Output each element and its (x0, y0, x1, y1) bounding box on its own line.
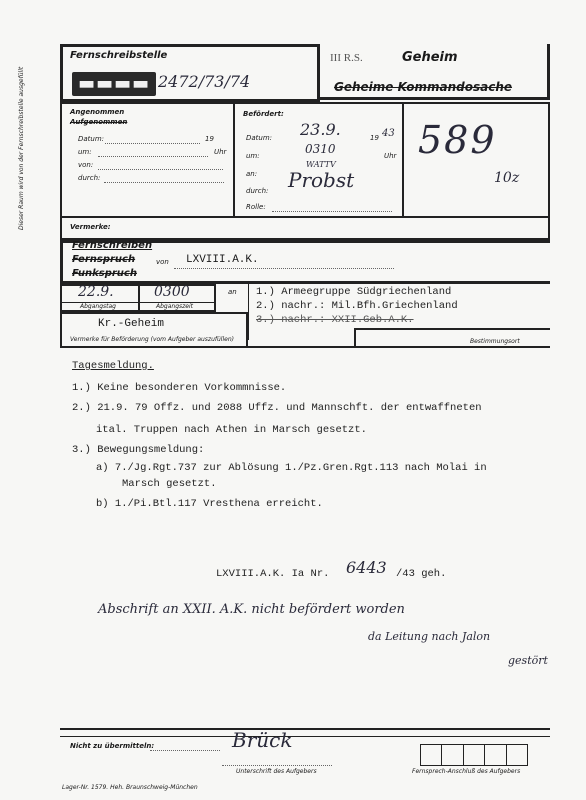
sent-um-label: um: (246, 152, 260, 160)
sent-rolle-label: Rolle: (246, 203, 266, 211)
abgang-tag-value: 22.9. (78, 284, 114, 300)
footer-signature: Brück (232, 728, 293, 752)
body-line-2a: 2.) 21.9. 79 Offz. und 2088 Uffz. und Mannschft. der entwaffneten (72, 402, 482, 414)
sent-year-prefix: 19 (370, 134, 379, 142)
recv-um-label: um: (78, 148, 92, 156)
recipient-1: 1.) Armeegruppe Südgriechenland (256, 286, 452, 298)
recv-datum-label: Datum: (78, 135, 105, 143)
recv-uhr-label: Uhr (214, 148, 227, 156)
body-line-3a1: a) 7./Jg.Rgt.737 zur Ablösung 1./Pz.Gren.Rgt.113 nach Molai in (96, 462, 487, 474)
sent-an-label: an: (246, 170, 258, 178)
type-fernspruch: Fernspruch (72, 254, 136, 265)
recipient-an-label: an (228, 288, 237, 296)
recv-von-label: von: (78, 161, 94, 169)
classification-note: Vermerke für Beförderung (vom Aufgeber auszufüllen) (70, 336, 234, 343)
roman-mark: III R.S. (330, 52, 363, 64)
vermerke-row (60, 218, 550, 240)
redacted-stamp: ▬▬▬▬ (72, 72, 156, 96)
classification-label: Kr.-Geheim (98, 318, 165, 330)
secret-label: Geheim (402, 50, 458, 65)
station-title: Fernschreibstelle (70, 50, 168, 61)
aufgenommen-label: Aufgenommen (70, 118, 128, 126)
sent-date: 23.9. (300, 120, 341, 139)
body-line-1: 1.) Keine besonderen Vorkommnisse. (72, 382, 287, 394)
unterschrift-label: Unterschrift des Aufgebers (236, 768, 317, 775)
abgangstag-label: Abgangstag (80, 303, 116, 310)
small-handwritten-number: 10z (494, 170, 520, 186)
sent-to: WATTV (306, 160, 336, 169)
recipient-3: 3.) nachr.: XXII.Geb.A.K. (256, 314, 414, 326)
recipient-2: 2.) nachr.: Mil.Bfh.Griechenland (256, 300, 458, 312)
abgang-zeit-value: 0300 (154, 284, 190, 300)
befoerdert-label: Befördert: (243, 110, 284, 118)
body-line-3: 3.) Bewegungsmeldung: (72, 444, 205, 456)
recv-year: 19 (205, 135, 214, 143)
body-line-2b: ital. Truppen nach Athen in Marsch gesetzt. (96, 424, 367, 436)
big-handwritten-number: 589 (418, 118, 497, 162)
message-number: 2472/73/74 (158, 72, 251, 91)
reference-prefix: LXVIII.A.K. Ia Nr. (216, 568, 330, 580)
handnote-line-3: gestört (508, 654, 548, 667)
abgangszeit-label: Abgangszeit (156, 303, 193, 310)
handnote-line-1: Abschrift an XXII. A.K. nicht befördert worden (98, 602, 405, 617)
type-fernschreiben: Fernschreiben (72, 240, 153, 251)
side-note: Dieser Raum wird von der Fernschreibstelle ausgefüllt (18, 66, 25, 230)
sent-uhr-label: Uhr (384, 152, 397, 160)
body-title: Tagesmeldung. (72, 360, 154, 372)
fernsprech-label: Fernsprech-Anschluß des Aufgebers (412, 768, 521, 775)
angenommen-label: Angenommen (70, 108, 125, 116)
bestimmungsort-label: Bestimmungsort (470, 338, 520, 345)
fernsprech-boxes (420, 744, 528, 766)
printer-line: Lager-Nr. 1579. Heh. Braunschweig-München (62, 784, 198, 791)
reference-number: 6443 (346, 558, 387, 577)
type-funkspruch: Funkspruch (72, 268, 137, 279)
sent-by-signature: Probst (288, 168, 355, 192)
secret-struck-label: Geheime Kommandosache (334, 80, 513, 94)
sent-durch-label: durch: (246, 187, 269, 195)
body-line-3b: b) 1./Pi.Btl.117 Vresthena erreicht. (96, 498, 323, 510)
recv-durch-label: durch: (78, 174, 101, 182)
sent-time: 0310 (305, 142, 336, 156)
nicht-label: Nicht zu übermitteln: (70, 742, 155, 750)
body-line-3a2: Marsch gesetzt. (122, 478, 217, 490)
sender-unit: LXVIII.A.K. (186, 254, 259, 266)
handnote-line-2: da Leitung nach Jalon (368, 630, 491, 643)
sender-von-label: von (156, 258, 169, 266)
vermerke-label: Vermerke: (70, 223, 111, 231)
sent-datum-label: Datum: (246, 134, 273, 142)
reference-suffix: /43 geh. (396, 568, 447, 580)
sent-year: 43 (382, 128, 395, 139)
